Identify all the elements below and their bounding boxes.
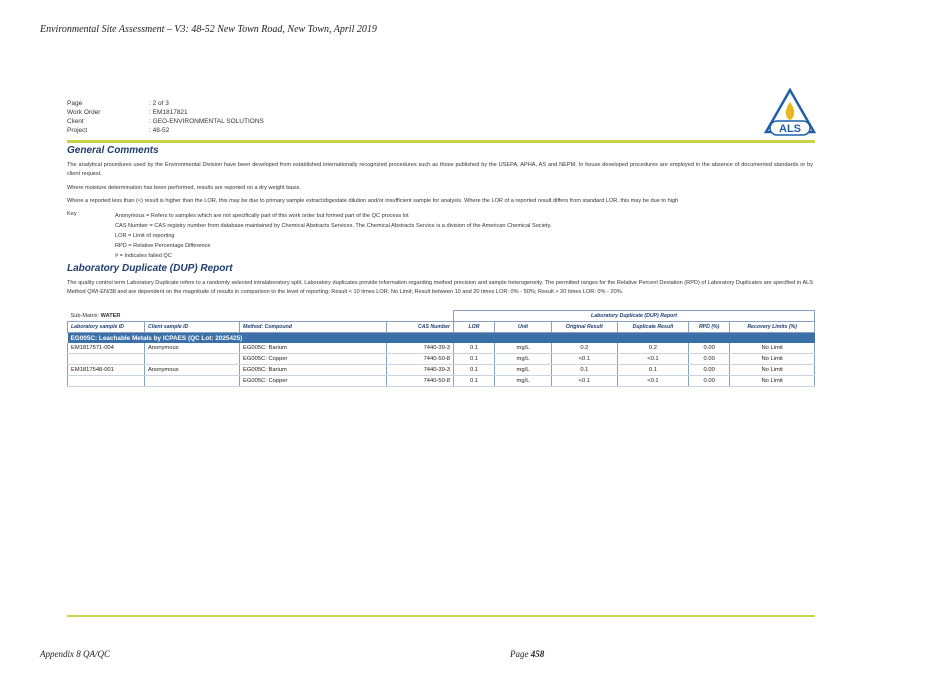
col-cas-number: CAS Number xyxy=(387,322,454,333)
cell-cas: 7440-50-8 xyxy=(387,376,454,387)
cell-client-id: Anonymous xyxy=(145,365,240,376)
col-lor: LOR xyxy=(454,322,495,333)
key-definitions xyxy=(115,211,551,261)
meta-key: Client xyxy=(67,118,84,125)
cell-unit: mg/L xyxy=(495,376,552,387)
meta-row xyxy=(67,126,264,135)
cell-limits: No Limit xyxy=(730,343,815,354)
cell-lor: 0.1 xyxy=(454,354,495,365)
cell-lab-id xyxy=(68,376,145,387)
cell-limits: No Limit xyxy=(730,354,815,365)
meta-key: Work Order xyxy=(67,109,101,116)
cell-lab-id xyxy=(68,354,145,365)
als-logo xyxy=(764,88,816,138)
cell-limits: No Limit xyxy=(730,376,815,387)
col-method-compound: Method: Compound xyxy=(240,322,387,333)
cell-client-id xyxy=(145,376,240,387)
logo-text: ALS xyxy=(779,123,801,135)
general-para-3: Where a reported less than (<) result is higher than the LOR, this may be due to primary sample extract/digestate dilution and/or insufficient sample for analysis. Where the LOR of a reported result differs from standard LOR, this may be due to high xyxy=(67,198,679,204)
page-label: Page xyxy=(510,649,529,659)
cell-cas: 7440-50-8 xyxy=(387,354,454,365)
meta-value: : 48-52 xyxy=(149,127,170,134)
dup-para: The quality control term Laboratory Duplicate refers to a randomly selected intralaboratory split. Laboratory duplicates provide information regarding method precision and sample heterogeneity. The permitted ranges for the Relative Percent Deviation (RPD) of Laboratory Duplicates are specified in ALS Method QWI-EN/38 and are dependent on the magnitude of results in comparison to the level of reporting: Result < 10 times LOR: No Limit; Result between 10 and 20 times LOR: 0% - 50%; Result > 20 times LOR: 0% - 20%. xyxy=(67,280,814,295)
cell-lor: 0.1 xyxy=(454,365,495,376)
table-row xyxy=(68,365,815,376)
meta-row xyxy=(67,117,264,126)
table-group-header-row xyxy=(68,311,815,322)
cell-duplicate: <0.1 xyxy=(617,354,688,365)
cell-original: <0.1 xyxy=(552,376,618,387)
table-row xyxy=(68,343,815,354)
key-line: CAS Number = CAS registry number from database maintained by Chemical Abstracts Services. The Chemical Abstracts Service is a division of the American Chemical Society. xyxy=(115,223,552,229)
meta-value: : 2 of 3 xyxy=(149,100,169,107)
page-number: 458 xyxy=(530,649,545,659)
cell-rpd: 0.00 xyxy=(689,365,730,376)
col-original-result: Original Result xyxy=(552,322,618,333)
footer-page-number xyxy=(510,649,544,659)
key-line: LOR = Limit of reporting xyxy=(115,233,175,239)
cell-unit: mg/L xyxy=(495,354,552,365)
meta-value: : EM1817821 xyxy=(149,109,188,116)
cell-duplicate: 0.2 xyxy=(617,343,688,354)
col-lab-sample-id: Laboratory sample ID xyxy=(68,322,145,333)
cell-lab-id: EM1817548-001 xyxy=(68,365,145,376)
submatrix-label: Sub-Matrix: xyxy=(70,312,100,319)
cell-duplicate: <0.1 xyxy=(617,376,688,387)
cell-client-id: Anonymous xyxy=(145,343,240,354)
cell-lor: 0.1 xyxy=(454,343,495,354)
meta-row xyxy=(67,99,264,108)
cell-duplicate: 0.1 xyxy=(617,365,688,376)
cell-original: 0.2 xyxy=(552,343,618,354)
col-client-sample-id: Client sample ID xyxy=(145,322,240,333)
cell-method: EG005C: Barium xyxy=(240,365,387,376)
cell-lab-id: EM1817571-004 xyxy=(68,343,145,354)
key-line: RPD = Relative Percentage Difference xyxy=(115,243,211,249)
cell-lor: 0.1 xyxy=(454,376,495,387)
table-row xyxy=(68,376,815,387)
cell-rpd: 0.00 xyxy=(689,343,730,354)
meta-key: Project xyxy=(67,127,88,134)
group-header: Laboratory Duplicate (DUP) Report xyxy=(454,311,815,322)
cell-method: EG005C: Copper xyxy=(240,376,387,387)
document-header-title: Environmental Site Assessment – V3: 48-52 New Town Road, New Town, April 2019 xyxy=(40,24,377,35)
dup-table xyxy=(67,310,815,387)
general-comments-heading: General Comments xyxy=(67,145,159,156)
col-rpd: RPD (%) xyxy=(689,322,730,333)
section-title: EG005C: Leachable Metals by ICPAES (QC Lot: 2025425) xyxy=(68,333,815,344)
table-column-header-row xyxy=(68,322,815,333)
cell-method: EG005C: Copper xyxy=(240,354,387,365)
submatrix xyxy=(68,311,454,322)
cell-unit: mg/L xyxy=(495,343,552,354)
general-para-2: Where moisture determination has been performed, results are reported on a dry weight basis. xyxy=(67,185,301,191)
key-label: Key : xyxy=(67,211,80,217)
cell-rpd: 0.00 xyxy=(689,376,730,387)
footer-appendix: Appendix 8 QA/QC xyxy=(40,649,110,659)
cell-rpd: 0.00 xyxy=(689,354,730,365)
general-para-1: The analytical procedures used by the Environmental Division have been developed from established internationally recognized procedures such as those published by the USEPA, APHA, AS and NEPM. In house developed procedures are employed in the absence of documented standards or by client request. xyxy=(67,162,813,177)
report-meta xyxy=(67,99,264,135)
dup-report-heading: Laboratory Duplicate (DUP) Report xyxy=(67,263,233,274)
cell-limits: No Limit xyxy=(730,365,815,376)
cell-unit: mg/L xyxy=(495,365,552,376)
section-row xyxy=(68,333,815,344)
col-unit: Unit xyxy=(495,322,552,333)
cell-cas: 7440-39-3 xyxy=(387,343,454,354)
meta-row xyxy=(67,108,264,117)
submatrix-value: WATER xyxy=(100,312,121,319)
cell-original: <0.1 xyxy=(552,354,618,365)
key-line: Anonymous = Refers to samples which are not specifically part of this work order but formed part of the QC process lot xyxy=(115,213,409,219)
meta-key: Page xyxy=(67,100,83,107)
cell-client-id xyxy=(145,354,240,365)
table-row xyxy=(68,354,815,365)
col-recovery-limits: Recovery Limits (%) xyxy=(730,322,815,333)
cell-original: 0.1 xyxy=(552,365,618,376)
cell-cas: 7440-39-3 xyxy=(387,365,454,376)
key-line: # = Indicates failed QC xyxy=(115,253,172,259)
col-duplicate-result: Duplicate Result xyxy=(617,322,688,333)
header-rule xyxy=(67,140,815,143)
meta-value: : GEO-ENVIRONMENTAL SOLUTIONS xyxy=(149,118,264,125)
cell-method: EG005C: Barium xyxy=(240,343,387,354)
footer-rule xyxy=(67,615,815,617)
